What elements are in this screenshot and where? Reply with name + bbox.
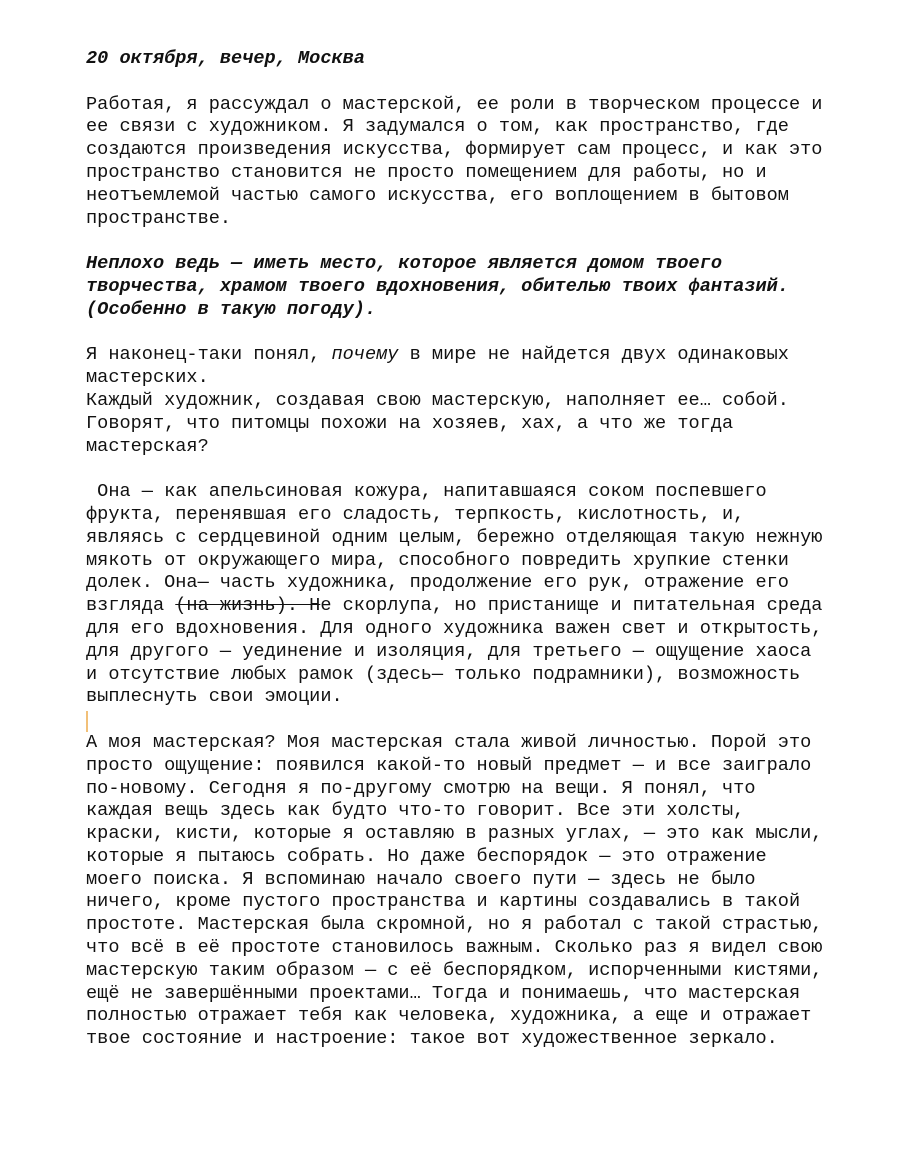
- p3-second-line: Каждый художник, создавая свою мастерскую, наполняет ее… собой. Говорят, что питомцы похожи на хозяев, хах, а что же тогда мастерская?: [86, 389, 789, 457]
- p3-text-start: Я наконец-таки понял,: [86, 344, 332, 366]
- p4-text-start: Она — как апельсиновая кожура, напитавшаяся соком поспевшего фрукта, перенявшая его сладость, терпкость, кислотность, и, являясь с сердцевиной одним целым, бережно отделяющая такую нежную мякоть от окружающего мира, способного повредить хрупкие стенки долек. Она— часть художника, продолжение его рук, отражение его взгляда: [86, 481, 834, 617]
- p4-strikethrough-text: (на жизнь). Н: [175, 595, 321, 617]
- p4-text-end: е скорлупа, но пристанище и питательная среда для его вдохновения. Для одного художника важен свет и открытость, для другого — уединение и изоляция, для третьего — ощущение хаоса и отсутствие любых рамок (здесь— только подрамники), возможность выплеснуть свои эмоции.: [86, 595, 823, 708]
- document-page[interactable]: [86, 48, 834, 1074]
- p3-italic-word: почему: [331, 344, 399, 366]
- paragraph-3: [86, 344, 826, 458]
- date-heading: 20 октября, вечер, Москва: [86, 48, 365, 69]
- paragraph-emphasis: Неплохо ведь — иметь место, которое является домом твоего творчества, храмом твоего вдохновения, обителью твоих фантазий. (Особенно в такую погоду).: [86, 253, 789, 320]
- p3-text-end: в мире не найдется двух одинаковых мастерских.: [86, 344, 789, 389]
- paragraph-5: А моя мастерская? Моя мастерская стала живой личностью. Порой это просто ощущение: появился какой-то новый предмет — и все заиграло по-новому. Сегодня я по-другому смотрю на вещи. Я понял, что каждая вещь здесь как будто что-то говорит. Все эти холсты, краски, кисти, которые я оставляю в разных углах, — это как мысли, которые я пытаюсь собрать. Но даже беспорядок — это отражение моего поиска. Я вспоминаю начало своего пути — здесь не было ничего, кроме пустого пространства и картины создавались в такой простоте. Мастерская была скромной, но я работал с такой страстью, что всё в её простоте становилось важным. Сколько раз я видел свою мастерскую таким образом — с её беспорядком, испорченными кистями, ещё не завершёнными проектами… Тогда и понимаешь, что мастерская полностью отражает тебя как человека, художника, а еще и отражает твое состояние и настроение: такое вот художественное зеркало.: [86, 731, 823, 1050]
- paragraph-1: Работая, я рассуждал о мастерской, ее роли в творческом процессе и ее связи с художником. Я задумался о том, как пространство, где создаются произведения искусства, формирует сам процесс, и как это пространство становится не просто помещением для работы, но и неотъемлемой частью самого искусства, его воплощением в бытовом пространстве.: [86, 93, 823, 229]
- empty-line-with-cursor[interactable]: [86, 709, 826, 732]
- text-cursor: [86, 711, 88, 732]
- paragraph-4: [86, 481, 834, 709]
